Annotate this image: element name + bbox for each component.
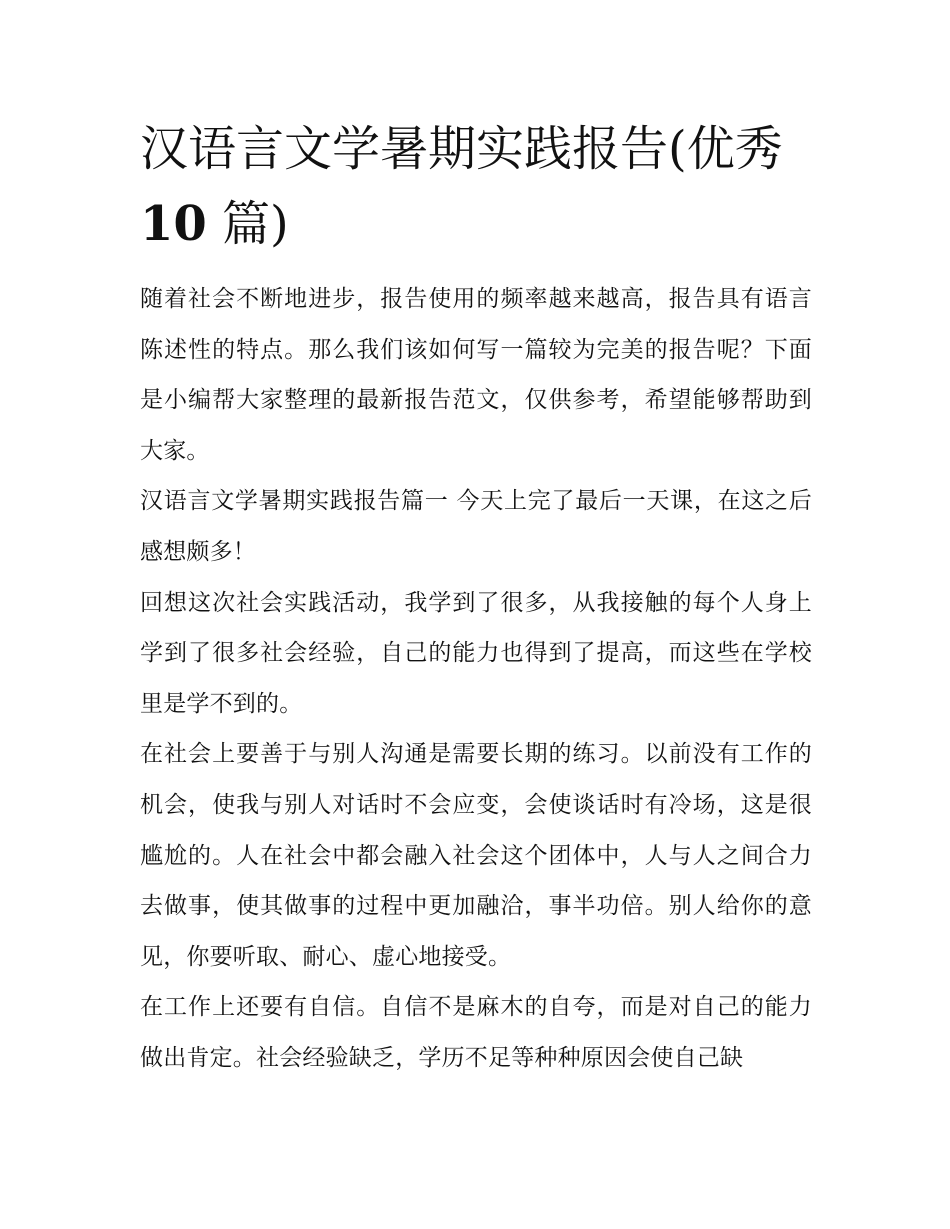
document-body — [140, 274, 812, 1084]
document-content — [140, 112, 812, 1084]
document-title — [140, 112, 812, 262]
paragraph-intro: 随着社会不断地进步，报告使用的频率越来越高，报告具有语言陈述性的特点。那么我们该如何写一篇较为完美的报告呢？下面是小编帮大家整理的最新报告范文，仅供参考，希望能够帮助到大家。 — [140, 286, 812, 464]
paragraph-section-1: 汉语言文学暑期实践报告篇一 今天上完了最后一天课，在这之后感想颇多！ — [140, 488, 812, 565]
title-number: 10 — [140, 196, 207, 252]
paragraph-confidence: 在工作上还要有自信。自信不是麻木的自夸，而是对自己的能力做出肯定。社会经验缺乏，学历不足等种种原因会使自己缺 — [140, 994, 812, 1071]
paragraph-reflection: 回想这次社会实践活动，我学到了很多，从我接触的每个人身上学到了很多社会经验，自己的能力也得到了提高，而这些在学校里是学不到的。 — [140, 589, 812, 717]
paragraph-communication: 在社会上要善于与别人沟通是需要长期的练习。以前没有工作的机会，使我与别人对话时不会应变，会使谈话时有冷场，这是很尴尬的。人在社会中都会融入社会这个团体中，人与人之间合力去做事，使其做事的过程中更加融洽，事半功倍。别人给你的意见，你要听取、耐心、虚心地接受。 — [140, 741, 812, 970]
title-line-1: 汉语言文学暑期实践报告(优秀 — [140, 121, 783, 177]
title-line-2-rest: 篇) — [206, 196, 289, 252]
